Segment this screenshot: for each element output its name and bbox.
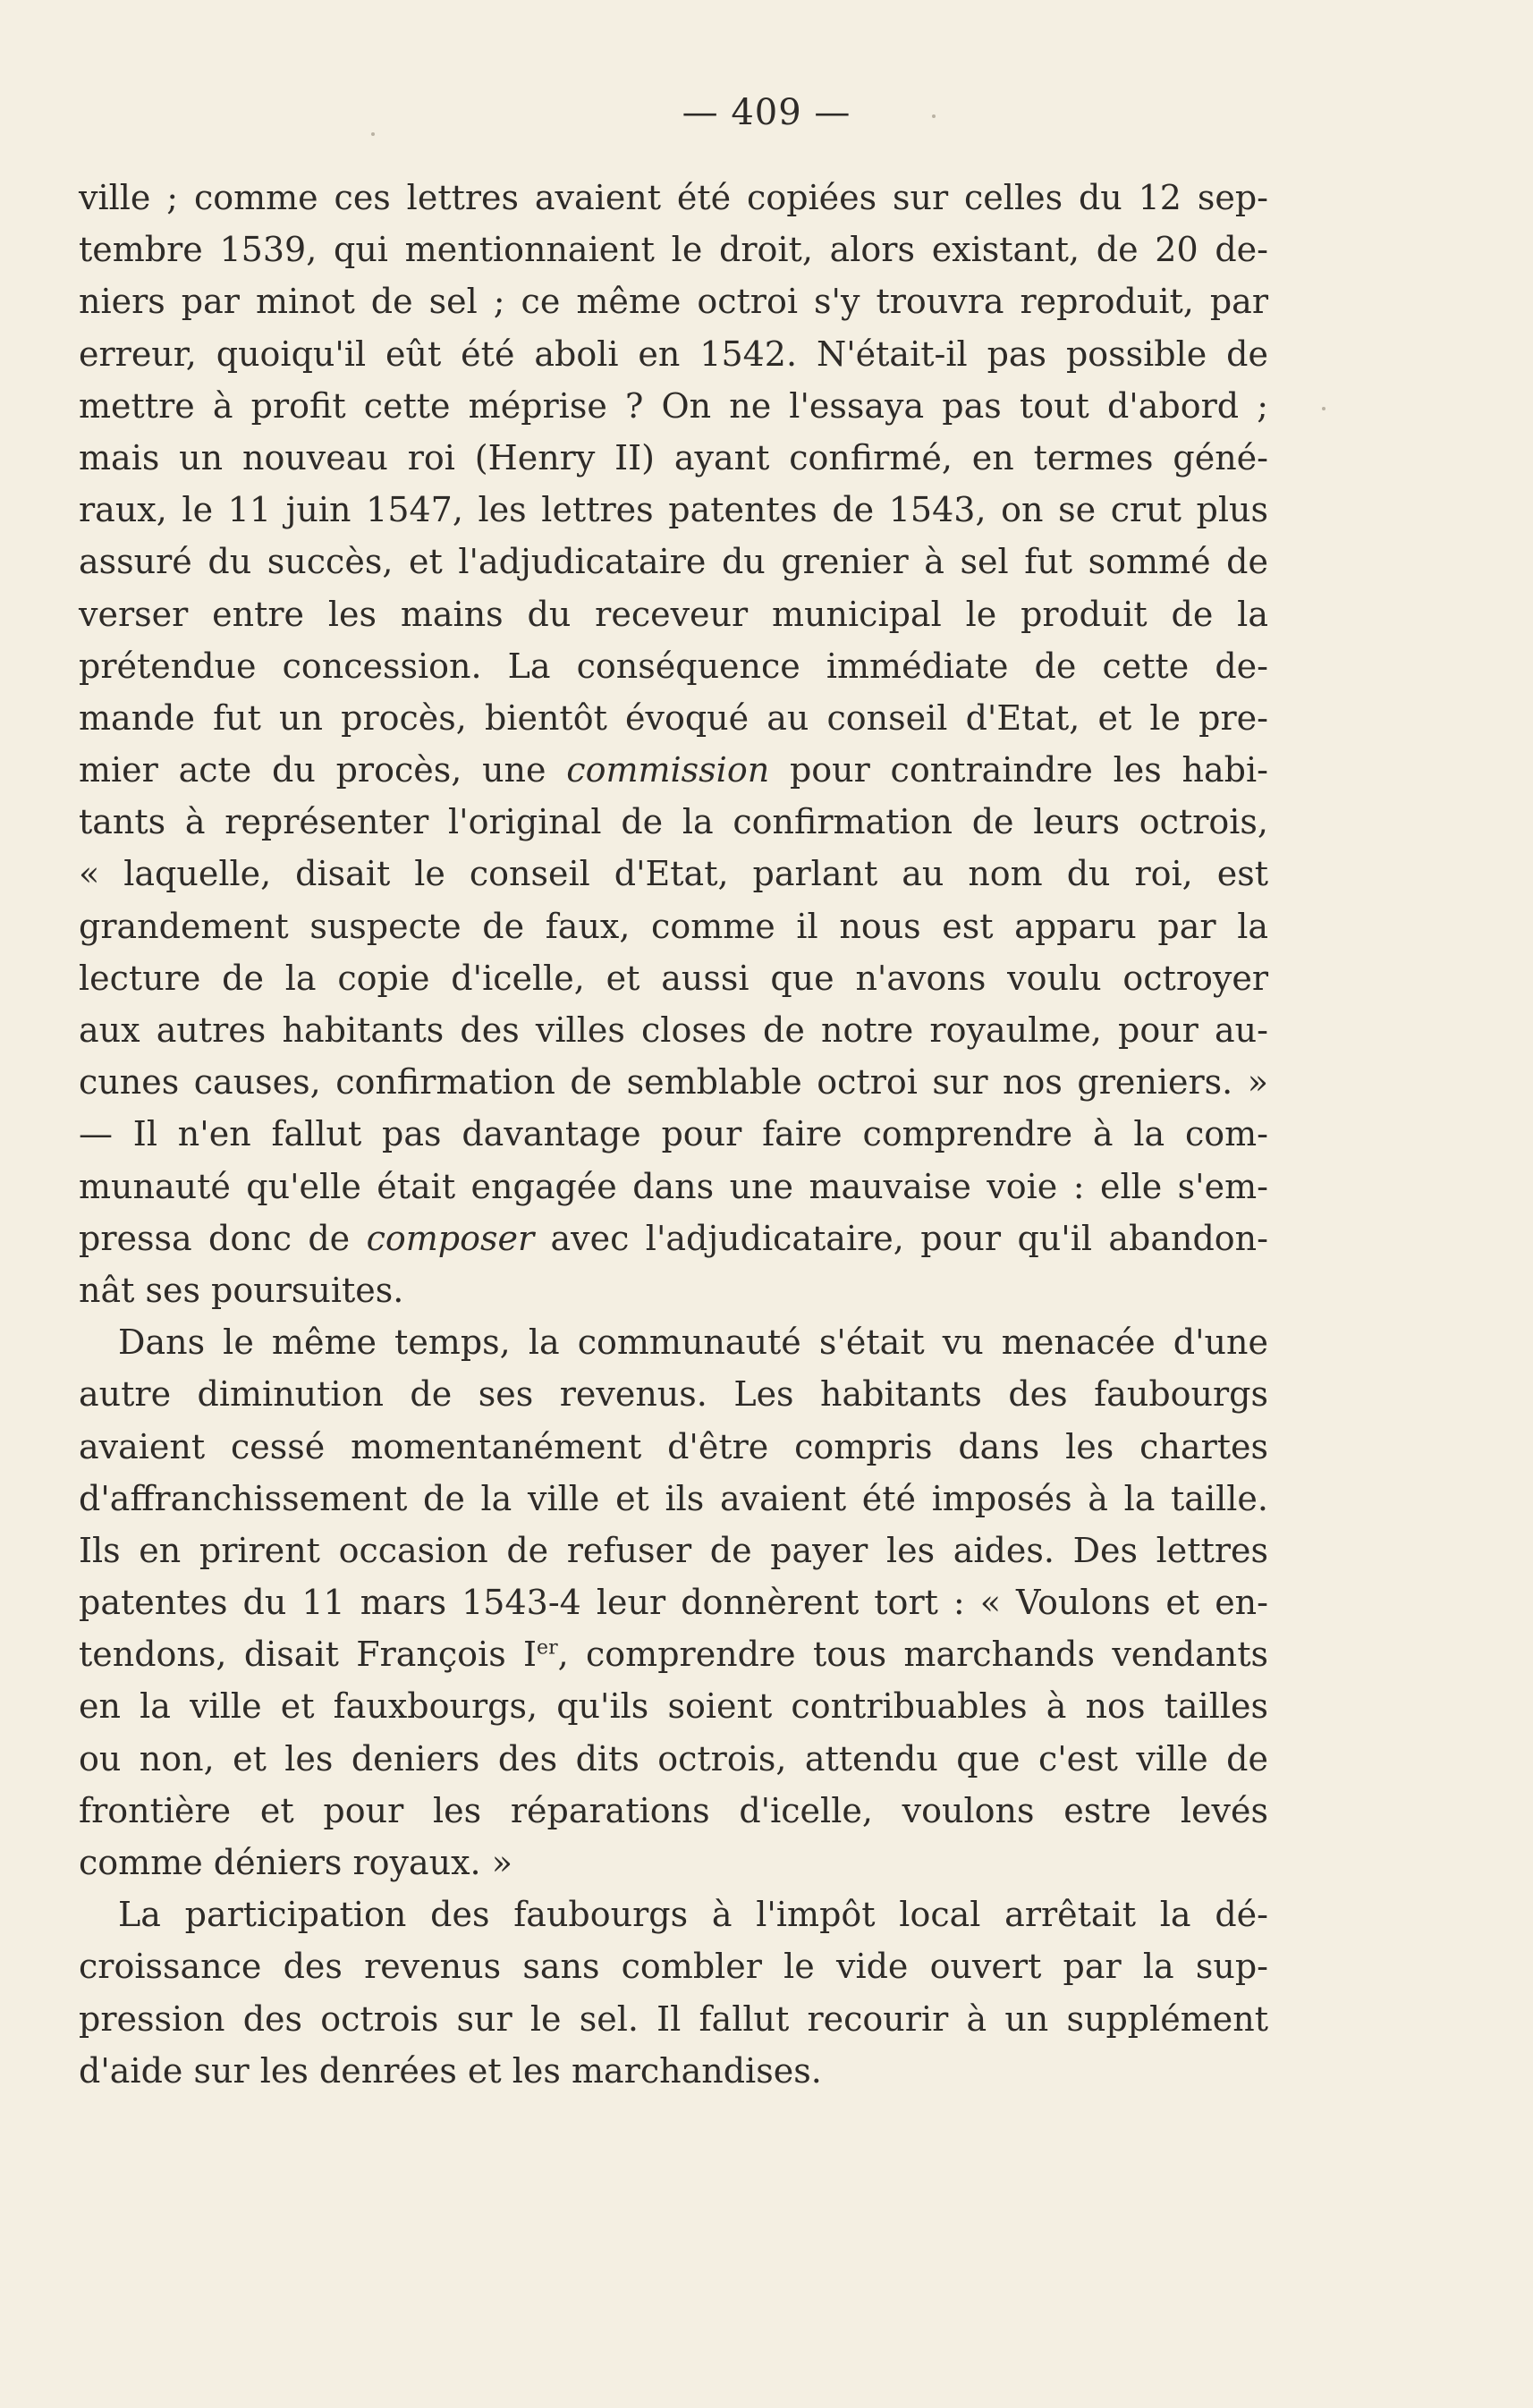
text-line: comme déniers royaux. » [79,1843,512,1882]
text-line: grandement suspecte de faux, comme il nous est apparu par la [79,906,1268,946]
text-line [79,744,1268,796]
text-line: — Il n'en fallut pas davantage pour faire comprendre à la com- [79,1114,1268,1154]
paper-speck [1322,407,1325,410]
text-segment: tendons, disait François I [79,1635,538,1675]
paper-speck [371,132,375,136]
text-segment: avec l'adjudicataire, pour qu'il abandon- [550,1218,1268,1258]
text-line: niers par minot de sel ; ce même octroi s'y trouvra reproduit, par [79,282,1268,322]
text-line: patentes du 11 mars 1543-4 leur donnèrent tort : « Voulons et en- [79,1583,1268,1623]
text-segment: pressa donc de [79,1218,351,1258]
text-line: frontière et pour les réparations d'icelle, voulons estre levés [79,1790,1268,1830]
text-segment: , comprendre tous marchands vendants [557,1635,1268,1675]
text-line [79,1628,1268,1680]
paper-speck [932,114,936,118]
italic-term: composer [366,1218,535,1258]
text-line [79,1212,1268,1264]
text-line: Ils en prirent occasion de refuser de payer les aides. Des lettres [79,1530,1268,1570]
italic-term: commission [566,750,770,790]
paragraph-start: Dans le même temps, la communauté s'était vu menacée d'une [118,1322,1268,1363]
text-line: d'affranchissement de la ville et ils avaient été imposés à la taille. [79,1478,1268,1518]
text-line: aux autres habitants des villes closes de notre royaulme, pour au- [79,1010,1268,1050]
text-line: en la ville et fauxbourgs, qu'ils soient contribuables à nos tailles [79,1686,1268,1727]
text-segment: pour contraindre les habi- [789,750,1268,790]
text-line: « laquelle, disait le conseil d'Etat, parlant au nom du roi, est [79,854,1268,894]
text-line: cunes causes, confirmation de semblable octroi sur nos greniers. » [79,1062,1268,1103]
superscript: er [537,1636,558,1660]
body-text [79,172,1268,2097]
text-line: prétendue concession. La conséquence immédiate de cette de- [79,646,1268,686]
text-line: mais un nouveau roi (Henry II) ayant confirmé, en termes géné- [79,437,1268,477]
text-line: munauté qu'elle était engagée dans une mauvaise voie : elle s'em- [79,1166,1268,1206]
page-number: — 409 — [682,92,851,133]
text-line: d'aide sur les denrées et les marchandises. [79,2050,822,2091]
text-line: lecture de la copie d'icelle, et aussi que n'avons voulu octroyer [79,958,1268,998]
text-line: tants à représenter l'original de la confirmation de leurs octrois, [79,802,1268,842]
text-line: erreur, quoiqu'il eût été aboli en 1542. N'était-il pas possible de [79,334,1268,374]
text-line: pression des octrois sur le sel. Il fallut recourir à un supplément [79,1998,1268,2039]
text-line: assuré du succès, et l'adjudicataire du grenier à sel fut sommé de [79,542,1268,582]
text-line: autre diminution de ses revenus. Les habitants des faubourgs [79,1374,1268,1415]
text-line: tembre 1539, qui mentionnaient le droit, alors existant, de 20 de- [79,230,1268,270]
text-line: nât ses poursuites. [79,1270,404,1310]
text-line: ou non, et les deniers des dits octrois, attendu que c'est ville de [79,1738,1268,1779]
text-line: croissance des revenus sans combler le vide ouvert par la sup- [79,1947,1268,1987]
text-line: ville ; comme ces lettres avaient été copiées sur celles du 12 sep- [79,178,1268,217]
text-line: mettre à profit cette méprise ? On ne l'essaya pas tout d'abord ; [79,385,1268,426]
text-line: raux, le 11 juin 1547, les lettres patentes de 1543, on se crut plus [79,490,1268,530]
text-segment: mier acte du procès, une [79,750,546,790]
text-line: mande fut un procès, bientôt évoqué au conseil d'Etat, et le pre- [79,697,1268,738]
text-line: verser entre les mains du receveur municipal le produit de la [79,594,1268,634]
paragraph-start: La participation des faubourgs à l'impôt local arrêtait la dé- [118,1895,1268,1935]
text-line: avaient cessé momentanément d'être compris dans les chartes [79,1426,1268,1466]
